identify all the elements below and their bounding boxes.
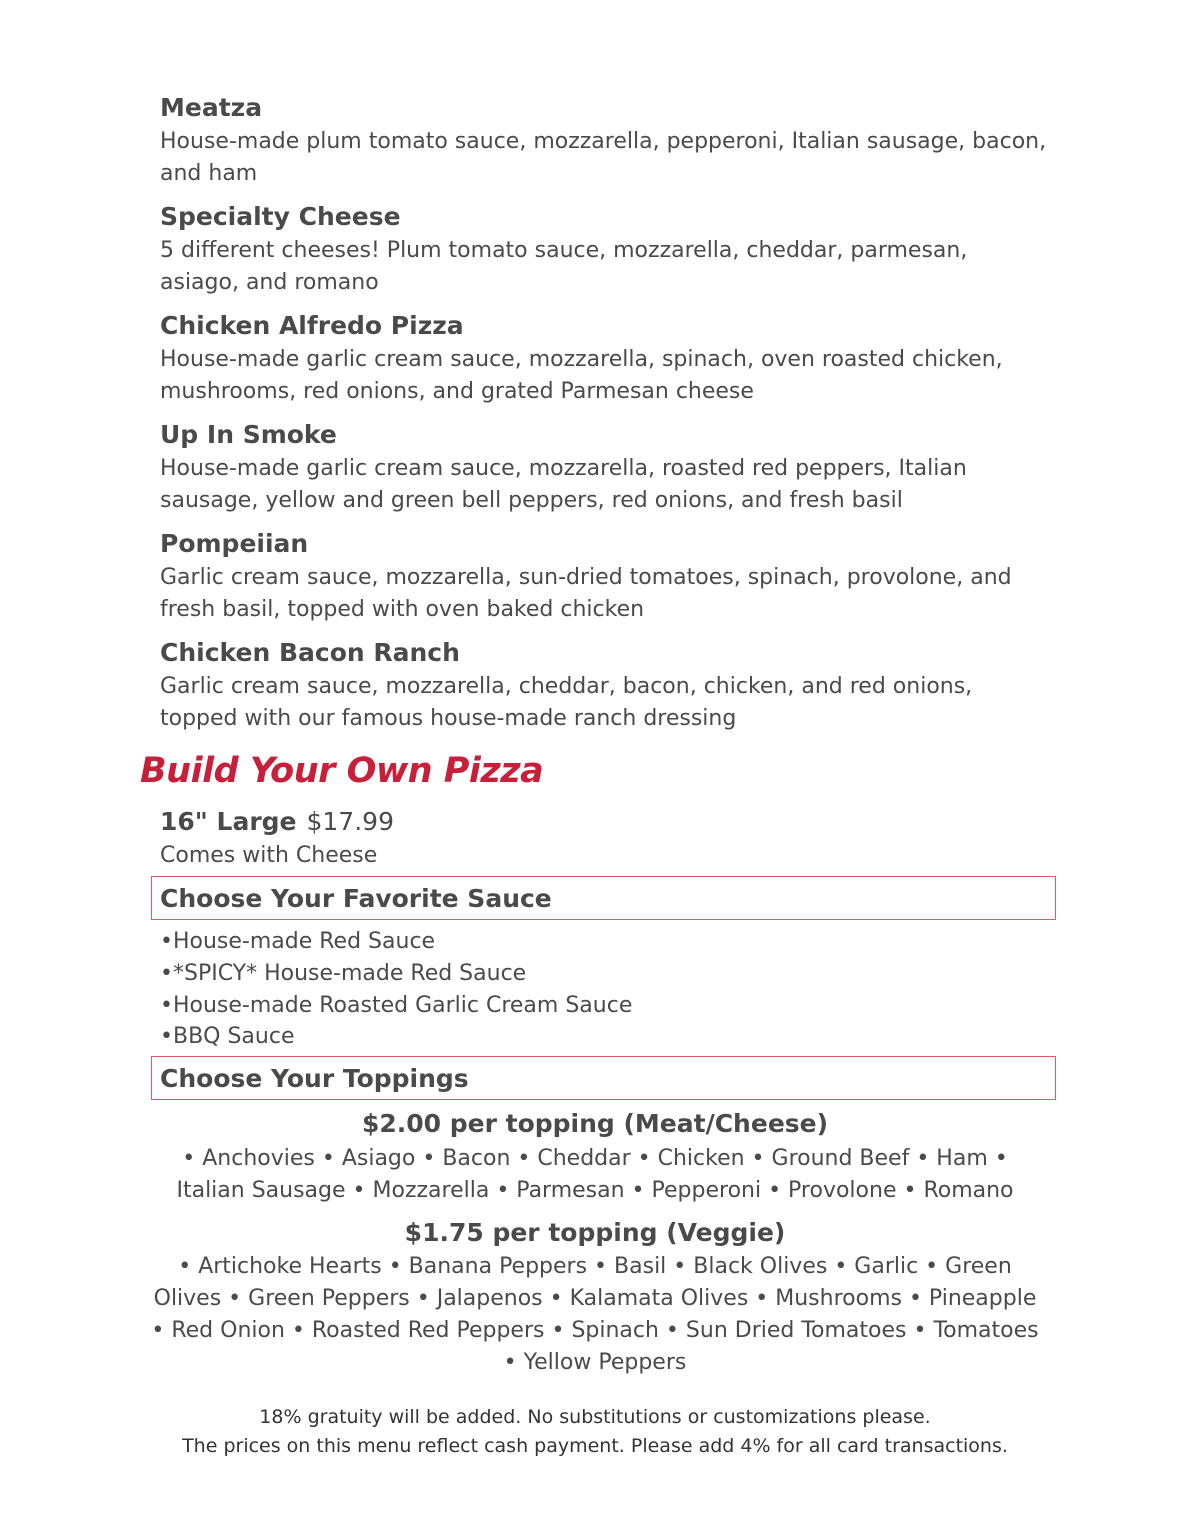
pizza-description: Garlic cream sauce, mozzarella, cheddar, bacon, chicken, and red onions, topped with our famous house-made ranch dressing (160, 674, 973, 731)
pizza-name: Specialty Cheese (160, 202, 401, 231)
pizza-name: Up In Smoke (160, 420, 337, 449)
toppings-heading: Choose Your Toppings (160, 1064, 469, 1093)
pizza-description: Garlic cream sauce, mozzarella, sun-dried tomatoes, spinach, provolone, and fresh basil, topped with oven baked chicken (160, 565, 1012, 622)
pizza-item-chicken-alfredo (160, 308, 1050, 407)
pizza-item-meatza (160, 90, 1050, 189)
meat-price-heading: $2.00 per topping (Meat/Cheese) (361, 1109, 829, 1138)
size-label: 16" Large (160, 807, 297, 836)
pizza-name: Meatza (160, 93, 263, 122)
sauce-item: •House-made Roasted Garlic Cream Sauce (160, 992, 633, 1018)
sauce-item: •House-made Red Sauce (160, 929, 436, 954)
sauce-item: •*SPICY* House-made Red Sauce (160, 960, 527, 986)
pizza-name: Chicken Alfredo Pizza (160, 311, 464, 340)
pizza-item-pompeiian (160, 526, 1050, 625)
veggie-toppings-list: • Artichoke Hearts • Banana Peppers • Basil • Black Olives • Garlic • Green Olives • Green Peppers • Jalapenos • Kalamata Olives • Mushrooms • Pineapple • Red Onion • Roasted Red Peppers • Spinach • Sun Dried Tomatoes • Tomatoes • Yellow Peppers (151, 1254, 1039, 1375)
build-your-own-title: Build Your Own Pizza (140, 751, 544, 791)
sauce-heading: Choose Your Favorite Sauce (160, 884, 552, 913)
size-price-line (160, 804, 394, 840)
meat-toppings-list: • Anchovies • Asiago • Bacon • Cheddar • Chicken • Ground Beef • Ham • Italian Sausage • Mozzarella • Parmesan • Pepperoni • Provolone • Romano (176, 1146, 1014, 1203)
pizza-item-chicken-bacon-ranch (160, 635, 1050, 734)
pizza-name: Pompeiian (160, 529, 309, 558)
specialty-pizza-list (160, 90, 1050, 744)
gratuity-note: 18% gratuity will be added. No substitutions or customizations please. (259, 1406, 931, 1428)
pizza-description: House-made garlic cream sauce, mozzarella, roasted red peppers, Italian sausage, yellow and green bell peppers, red onions, and fresh basil (160, 456, 967, 513)
pizza-description: 5 different cheeses! Plum tomato sauce, mozzarella, cheddar, parmesan, asiago, and romano (160, 238, 968, 295)
pizza-item-up-in-smoke (160, 417, 1050, 516)
toppings-heading-box (151, 1056, 1056, 1100)
sauce-list (160, 926, 632, 1053)
veggie-price-heading: $1.75 per topping (Veggie) (404, 1218, 786, 1247)
pizza-description: House-made plum tomato sauce, mozzarella, pepperoni, Italian sausage, bacon, and ham (160, 129, 1047, 186)
sauce-item: •BBQ Sauce (160, 1024, 295, 1050)
card-fee-note: The prices on this menu reflect cash payment. Please add 4% for all card transactions. (182, 1435, 1008, 1457)
pizza-item-specialty-cheese (160, 199, 1050, 298)
pizza-name: Chicken Bacon Ranch (160, 638, 460, 667)
size-price: $17.99 (306, 807, 394, 836)
pizza-description: House-made garlic cream sauce, mozzarella, spinach, oven roasted chicken, mushrooms, red onions, and grated Parmesan cheese (160, 347, 1003, 404)
sauce-heading-box (151, 876, 1056, 920)
comes-with-note: Comes with Cheese (160, 843, 378, 868)
